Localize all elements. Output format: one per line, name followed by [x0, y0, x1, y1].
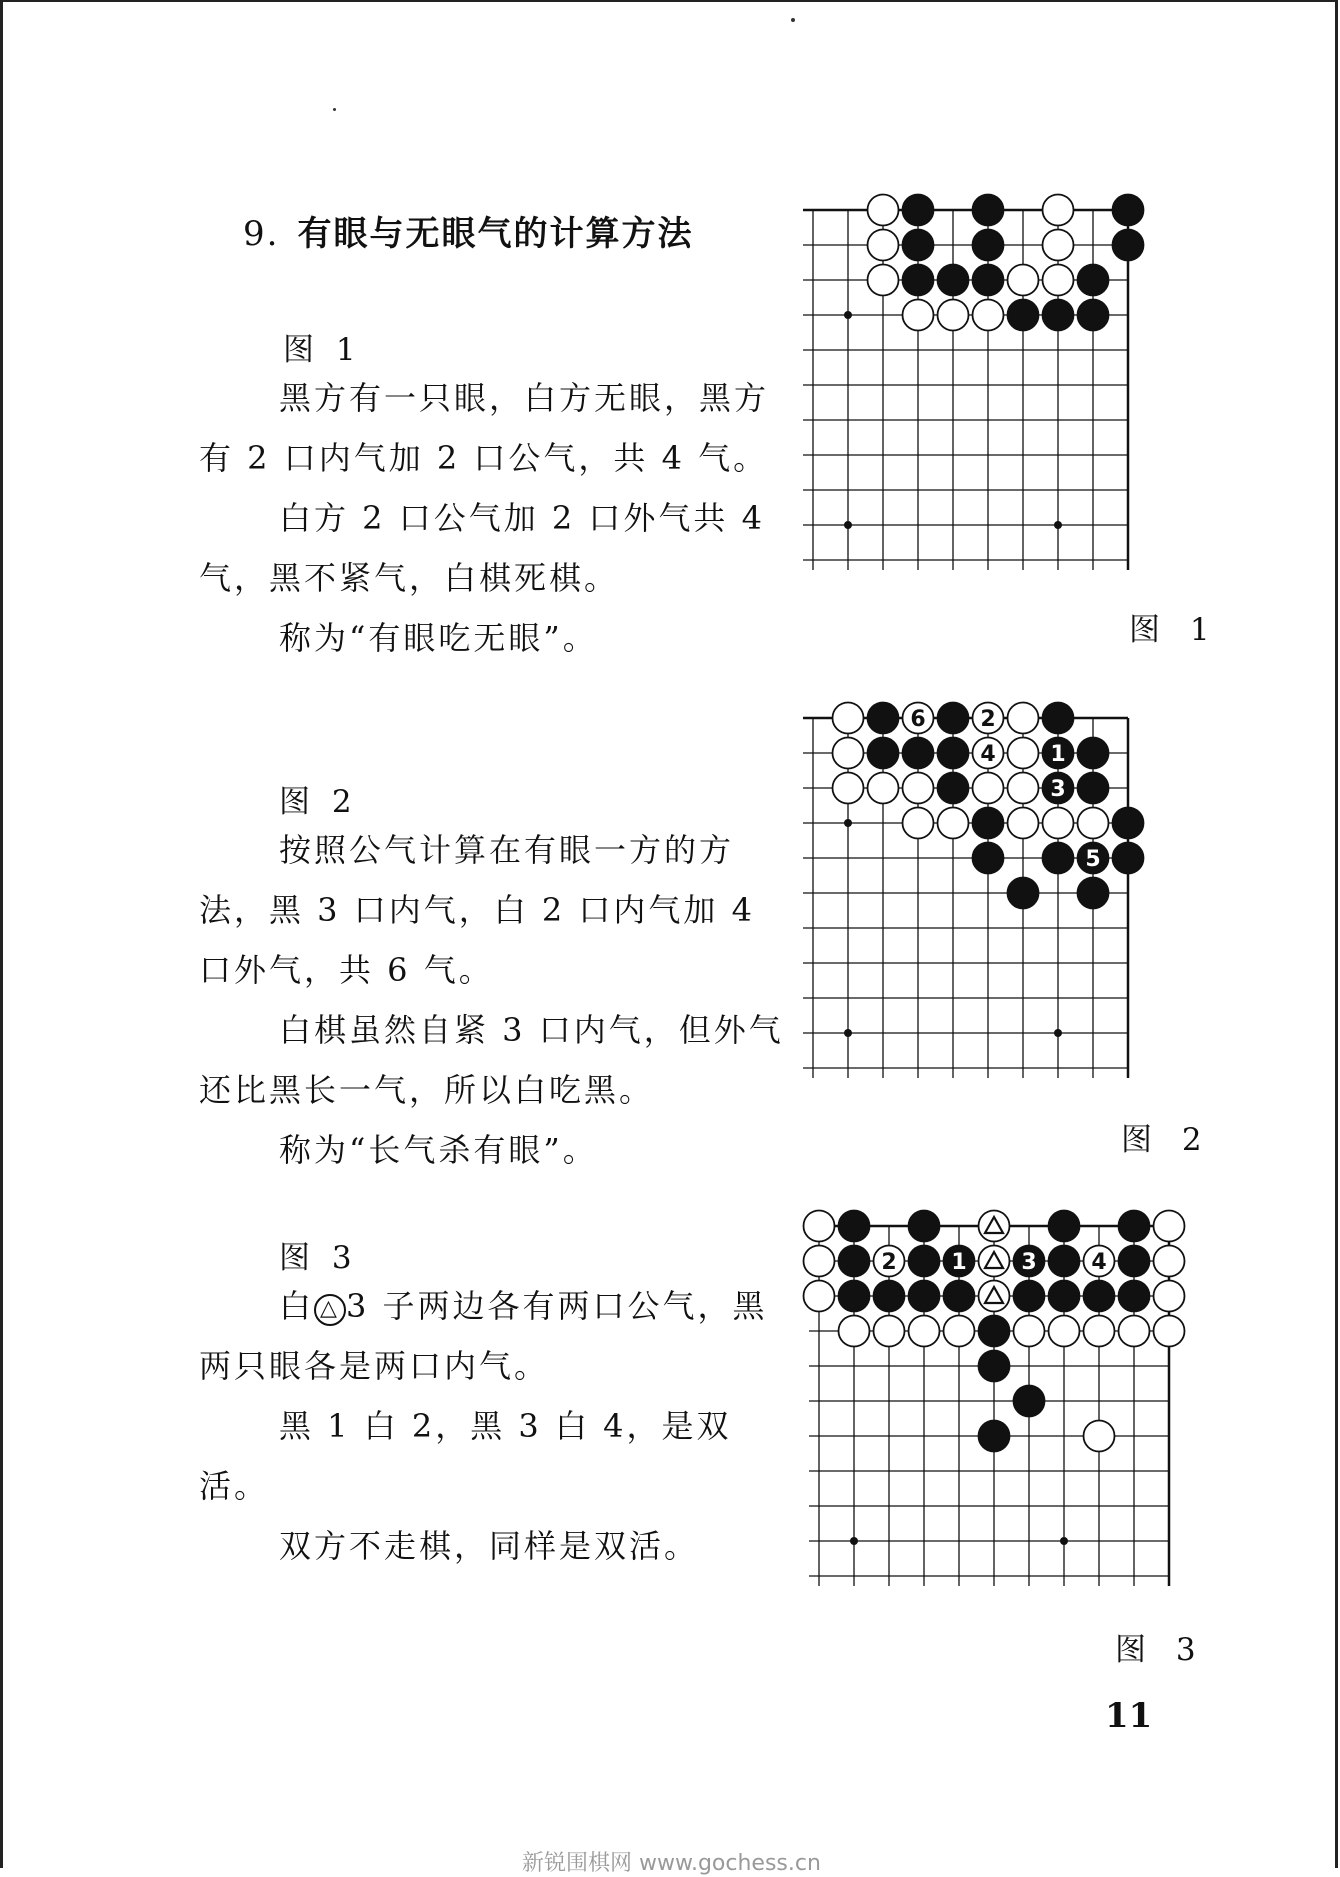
black-stone: [979, 1421, 1010, 1452]
fig3-text: [199, 1276, 799, 1576]
black-stone: [1113, 230, 1144, 261]
section-number: 9.: [243, 214, 280, 254]
black-stone: [1119, 1281, 1150, 1312]
black-stone: [1084, 1281, 1115, 1312]
black-stone: [1113, 843, 1144, 874]
black-stone: [973, 808, 1004, 839]
black-stone: [909, 1281, 940, 1312]
fig2-paragraph-1: 按照公气计算在有眼一方的方法，黑 3 口内气，白 2 口内气加 4 口外气，共 6 气。: [199, 831, 755, 989]
black-stone: [1078, 878, 1109, 909]
move-number: 5: [1085, 847, 1101, 872]
black-stone: [1119, 1246, 1150, 1277]
white-stone: [833, 703, 864, 734]
star-point: [1060, 1537, 1068, 1545]
white-stone: [868, 773, 899, 804]
white-stone: [868, 230, 899, 261]
black-stone: [839, 1246, 870, 1277]
fig1-caption: 图 1: [1129, 612, 1220, 648]
black-stone: [979, 1316, 1010, 1347]
star-point: [850, 1537, 858, 1545]
black-stone: [1014, 1386, 1045, 1417]
fig2-paragraph-3: 称为“长气杀有眼”。: [279, 1131, 598, 1169]
fig1-label: 图 1: [283, 332, 362, 368]
fig1-paragraph-1: 黑方有一只眼，白方无眼，黑方有 2 口内气加 2 口公气，共 4 气。: [199, 379, 770, 477]
fig3-paragraph-3: 双方不走棋，同样是双活。: [279, 1527, 700, 1565]
fig3-paragraph-2: 黑 1 白 2，黑 3 白 4，是双活。: [199, 1407, 732, 1505]
white-stone: [973, 300, 1004, 331]
scan-speck: [791, 18, 795, 22]
fig3-line1-rest: 3 子两边各有两口公气，黑两只眼各是两口内气。: [199, 1287, 768, 1385]
white-stone: [903, 773, 934, 804]
black-stone: [839, 1211, 870, 1242]
white-stone: [944, 1316, 975, 1347]
move-number: 6: [910, 707, 926, 732]
star-point: [844, 311, 852, 319]
black-stone: [973, 230, 1004, 261]
white-stone: [973, 773, 1004, 804]
black-stone: [1078, 300, 1109, 331]
black-stone: [1014, 1281, 1045, 1312]
go-board-fig2: [809, 702, 1179, 1092]
move-number: 3: [1021, 1250, 1037, 1275]
white-stone: [1008, 773, 1039, 804]
white-stone: [938, 808, 969, 839]
move-number: 3: [1050, 777, 1066, 802]
white-stone: [874, 1316, 905, 1347]
black-stone: [1078, 265, 1109, 296]
white-stone: [804, 1281, 835, 1312]
move-number: 1: [1050, 742, 1066, 767]
black-stone: [1049, 1246, 1080, 1277]
section-title: [243, 206, 693, 255]
white-stone: [868, 195, 899, 226]
white-stone: [1043, 265, 1074, 296]
black-stone: [903, 195, 934, 226]
white-stone: [903, 300, 934, 331]
white-stone: [1008, 265, 1039, 296]
white-stone: [1084, 1316, 1115, 1347]
white-stone: [1014, 1316, 1045, 1347]
white-stone: [1078, 808, 1109, 839]
white-stone: [833, 773, 864, 804]
black-stone: [1043, 300, 1074, 331]
black-stone: [868, 738, 899, 769]
fig2-text: [199, 820, 799, 1180]
white-stone: [1154, 1246, 1185, 1277]
white-stone: [833, 738, 864, 769]
page-number: 11: [1105, 1696, 1153, 1736]
black-stone: [938, 773, 969, 804]
white-stone: [804, 1211, 835, 1242]
black-stone: [874, 1281, 905, 1312]
black-stone: [1008, 300, 1039, 331]
black-stone: [1078, 773, 1109, 804]
go-board-fig3: [799, 1208, 1189, 1588]
black-stone: [973, 265, 1004, 296]
white-stone: [868, 265, 899, 296]
white-stone: [1008, 808, 1039, 839]
scan-speck: [333, 108, 336, 111]
move-number: 4: [1091, 1250, 1107, 1275]
black-stone: [1113, 195, 1144, 226]
black-stone: [979, 1351, 1010, 1382]
site-watermark: 新锐围棋网 www.gochess.cn: [522, 1851, 821, 1876]
black-stone: [1119, 1211, 1150, 1242]
go-board-fig1: [809, 192, 1179, 582]
white-stone: [804, 1246, 835, 1277]
white-stone: [938, 300, 969, 331]
black-stone: [1008, 878, 1039, 909]
black-stone: [1113, 808, 1144, 839]
black-stone: [1043, 843, 1074, 874]
white-stone: [1043, 808, 1074, 839]
fig3-label: 图 3: [279, 1240, 358, 1276]
black-stone: [938, 738, 969, 769]
move-number: 1: [951, 1250, 967, 1275]
fig1-paragraph-3: 称为“有眼吃无眼”。: [279, 619, 598, 657]
star-point: [844, 819, 852, 827]
black-stone: [903, 738, 934, 769]
white-stone: [1154, 1211, 1185, 1242]
fig3-paragraph-1: [199, 1276, 799, 1396]
star-point: [1054, 521, 1062, 529]
triangle-marker-icon: △: [314, 1294, 346, 1326]
white-stone: [1154, 1316, 1185, 1347]
black-stone: [909, 1246, 940, 1277]
black-stone: [1043, 703, 1074, 734]
section-title-text: 有眼与无眼气的计算方法: [297, 214, 694, 254]
white-stone: [1154, 1281, 1185, 1312]
black-stone: [1049, 1211, 1080, 1242]
fig1-text: [199, 368, 799, 668]
move-number: 2: [980, 707, 996, 732]
white-stone: [1119, 1316, 1150, 1347]
black-stone: [938, 703, 969, 734]
black-stone: [909, 1211, 940, 1242]
fig3-caption: 图 3: [1115, 1632, 1206, 1668]
black-stone: [944, 1281, 975, 1312]
black-stone: [903, 265, 934, 296]
star-point: [844, 1029, 852, 1037]
black-stone: [938, 265, 969, 296]
white-stone: [903, 808, 934, 839]
fig2-label: 图 2: [279, 784, 358, 820]
black-stone: [839, 1281, 870, 1312]
move-number: 4: [980, 742, 996, 767]
white-stone: [909, 1316, 940, 1347]
black-stone: [973, 195, 1004, 226]
white-stone: [1043, 230, 1074, 261]
black-stone: [868, 703, 899, 734]
black-stone: [903, 230, 934, 261]
white-stone: [1049, 1316, 1080, 1347]
black-stone: [973, 843, 1004, 874]
white-stone: [1008, 738, 1039, 769]
fig3-white-prefix: 白: [279, 1287, 315, 1325]
star-point: [1054, 1029, 1062, 1037]
move-number: 2: [881, 1250, 897, 1275]
white-stone: [839, 1316, 870, 1347]
white-stone: [1084, 1421, 1115, 1452]
star-point: [844, 521, 852, 529]
white-stone: [1043, 195, 1074, 226]
white-stone: [1008, 703, 1039, 734]
fig2-paragraph-2: 白棋虽然自紧 3 口内气，但外气还比黑长一气，所以白吃黑。: [199, 1011, 784, 1109]
fig1-paragraph-2: 白方 2 口公气加 2 口外气共 4 气，黑不紧气，白棋死棋。: [199, 499, 765, 597]
fig2-caption: 图 2: [1121, 1122, 1212, 1158]
black-stone: [1049, 1281, 1080, 1312]
black-stone: [1078, 738, 1109, 769]
